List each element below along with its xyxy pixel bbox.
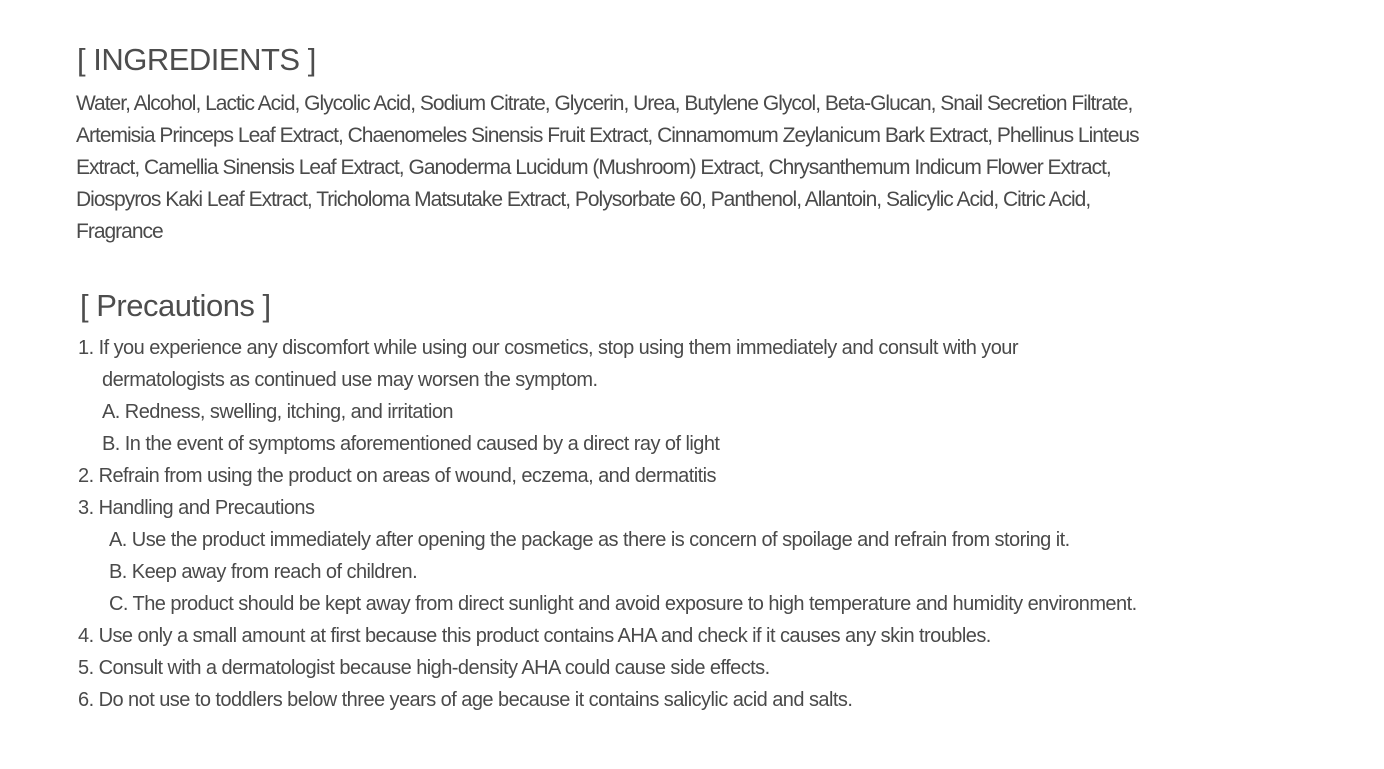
precaution-item-1: 1. If you experience any discomfort while using our cosmetics, stop using them immediately and consult with your: [78, 337, 1018, 359]
ingredients-line: Water, Alcohol, Lactic Acid, Glycolic Acid, Sodium Citrate, Glycerin, Urea, Butylene Glycol, Beta-Glucan, Snail Secretion Filtrate,: [76, 92, 1133, 115]
precaution-subitem-1b: B. In the event of symptoms aforementioned caused by a direct ray of light: [102, 433, 720, 455]
ingredients-line: Artemisia Princeps Leaf Extract, Chaenomeles Sinensis Fruit Extract, Cinnamomum Zeylanicum Bark Extract, Phellinus Linteus: [76, 124, 1139, 147]
precaution-item-4: 4. Use only a small amount at first because this product contains AHA and check if it causes any skin troubles.: [78, 625, 991, 647]
precaution-subitem-1a: A. Redness, swelling, itching, and irritation: [102, 401, 453, 423]
precaution-subitem-3b: B. Keep away from reach of children.: [109, 561, 418, 583]
precaution-item-1-continued: dermatologists as continued use may worsen the symptom.: [102, 369, 598, 391]
ingredients-line: Fragrance: [76, 220, 163, 243]
precaution-subitem-3a: A. Use the product immediately after opening the package as there is concern of spoilage and refrain from storing it.: [109, 529, 1070, 551]
ingredients-heading: [ INGREDIENTS ]: [77, 42, 316, 77]
precaution-subitem-3c: C. The product should be kept away from direct sunlight and avoid exposure to high temperature and humidity environment.: [109, 593, 1137, 615]
ingredients-line: Extract, Camellia Sinensis Leaf Extract, Ganoderma Lucidum (Mushroom) Extract, Chrysanthemum Indicum Flower Extract,: [76, 156, 1111, 179]
ingredients-list: [76, 88, 1338, 248]
precaution-item-6: 6. Do not use to toddlers below three years of age because it contains salicylic acid and salts.: [78, 689, 853, 711]
precaution-item-3: 3. Handling and Precautions: [78, 497, 315, 519]
ingredients-line: Diospyros Kaki Leaf Extract, Tricholoma Matsutake Extract, Polysorbate 60, Panthenol, Allantoin, Salicylic Acid, Citric Acid,: [76, 188, 1091, 211]
precautions-heading: [ Precautions ]: [80, 288, 271, 323]
precautions-list: [78, 332, 1378, 716]
precaution-item-2: 2. Refrain from using the product on areas of wound, eczema, and dermatitis: [78, 465, 716, 487]
precaution-item-5: 5. Consult with a dermatologist because high-density AHA could cause side effects.: [78, 657, 770, 679]
